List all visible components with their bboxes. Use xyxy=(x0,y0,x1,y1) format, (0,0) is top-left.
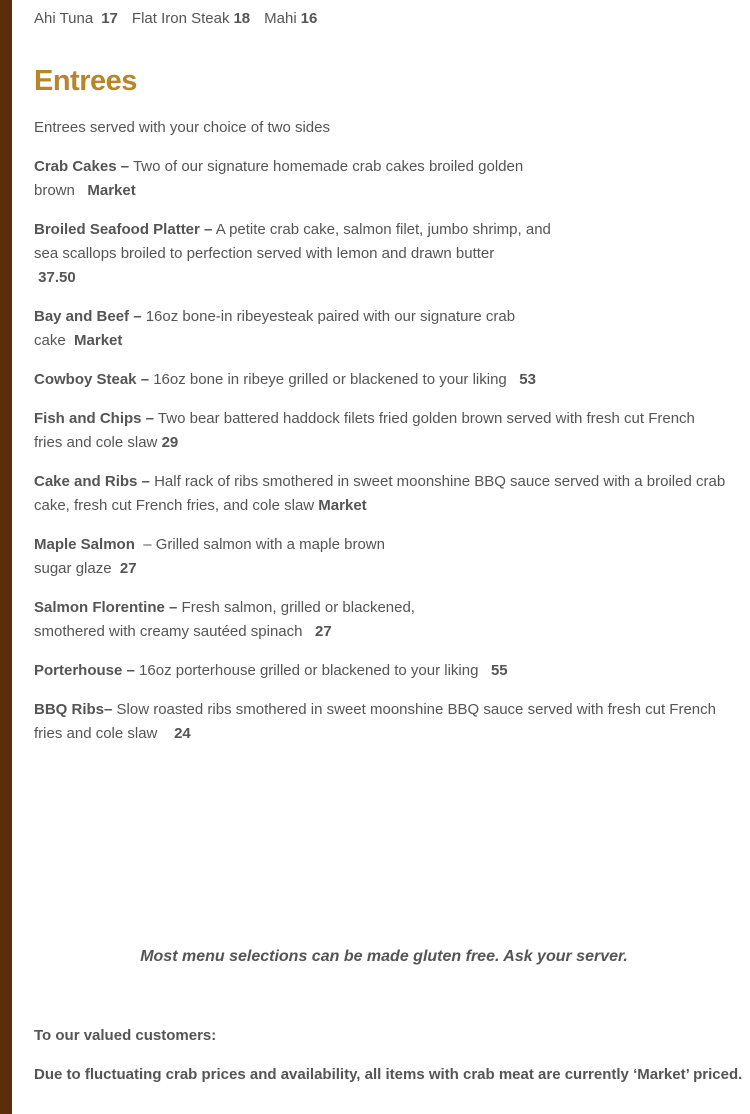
item-name: Bay and Beef – xyxy=(34,308,142,325)
top-item-price: 18 xyxy=(233,10,251,27)
item-description: – Grilled salmon with a maple brown xyxy=(143,536,385,553)
item-name: Cowboy Steak – xyxy=(34,371,150,388)
item-price: Market xyxy=(87,182,136,199)
menu-item xyxy=(34,218,551,290)
top-item-name: Flat Iron Steak xyxy=(131,10,230,27)
gluten-free-note: Most menu selections can be made gluten free. Ask your server. xyxy=(140,948,628,965)
menu-item xyxy=(34,155,523,203)
notice-body: Due to fluctuating crab prices and availability, all items with crab meat are currently ‘Market’ priced. xyxy=(34,1066,743,1083)
menu-item xyxy=(34,698,716,746)
item-price: 55 xyxy=(490,662,508,679)
menu-item xyxy=(34,368,536,392)
item-name: Broiled Seafood Platter – xyxy=(34,221,213,238)
item-description: 16oz porterhouse grilled or blackened to your liking xyxy=(139,662,479,679)
left-border-bar xyxy=(0,0,12,1114)
item-price: 37.50 xyxy=(38,269,76,286)
item-description: smothered with creamy sautéed spinach xyxy=(34,623,303,640)
item-price: 27 xyxy=(119,560,137,577)
item-description: Half rack of ribs smothered in sweet moonshine BBQ sauce served with a broiled crab xyxy=(154,473,726,490)
item-description: fries and cole slaw xyxy=(34,725,158,742)
item-price: 29 xyxy=(161,434,179,451)
item-description: sea scallops broiled to perfection served with lemon and drawn butter xyxy=(34,245,495,262)
item-name: BBQ Ribs– xyxy=(34,701,113,718)
menu-item xyxy=(34,305,515,353)
item-description: 16oz bone-in ribeyesteak paired with our signature crab xyxy=(145,308,516,325)
item-name: Porterhouse – xyxy=(34,662,135,679)
menu-item xyxy=(34,596,415,644)
top-item-price: 17 xyxy=(101,10,118,27)
notice-heading: To our valued customers: xyxy=(34,1027,217,1044)
item-name: Salmon Florentine – xyxy=(34,599,178,616)
item-description: brown xyxy=(34,182,75,199)
top-items-line xyxy=(34,8,317,30)
item-name: Maple Salmon xyxy=(34,536,135,553)
item-description: fries and cole slaw xyxy=(34,434,158,451)
menu-item xyxy=(34,533,385,581)
item-description: Two bear battered haddock filets fried golden brown served with fresh cut French xyxy=(157,410,695,427)
top-item-name: Mahi xyxy=(264,10,297,27)
item-price: Market xyxy=(74,332,123,349)
menu-item xyxy=(34,659,508,683)
item-name: Fish and Chips – xyxy=(34,410,155,427)
item-description: Fresh salmon, grilled or blackened, xyxy=(181,599,415,616)
item-description: A petite crab cake, salmon filet, jumbo shrimp, and xyxy=(215,221,551,238)
section-subtitle: Entrees served with your choice of two sides xyxy=(34,119,330,136)
item-price: 53 xyxy=(519,371,536,388)
top-item-name: Ahi Tuna xyxy=(34,10,94,27)
item-description: sugar glaze xyxy=(34,560,112,577)
top-item-price: 16 xyxy=(300,10,318,27)
item-price: 24 xyxy=(174,725,191,742)
item-description: 16oz bone in ribeye grilled or blackened to your liking xyxy=(153,371,507,388)
item-name: Crab Cakes – xyxy=(34,158,130,175)
item-price: 27 xyxy=(315,623,332,640)
item-description: cake, fresh cut French fries, and cole slaw xyxy=(34,497,315,514)
item-description: Two of our signature homemade crab cakes broiled golden xyxy=(132,158,524,175)
section-title: Entrees xyxy=(34,65,137,97)
item-name: Cake and Ribs – xyxy=(34,473,150,490)
menu-item xyxy=(34,470,725,518)
menu-item xyxy=(34,407,695,455)
item-description: Slow roasted ribs smothered in sweet moonshine BBQ sauce served with fresh cut French xyxy=(116,701,716,718)
item-price: Market xyxy=(318,497,367,514)
item-description: cake xyxy=(34,332,66,349)
